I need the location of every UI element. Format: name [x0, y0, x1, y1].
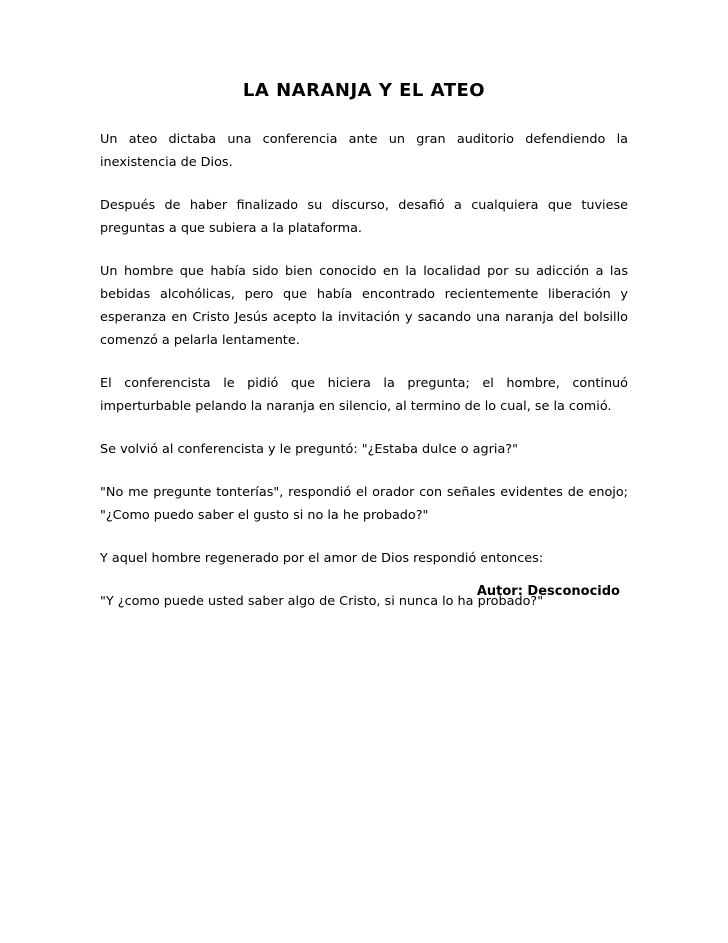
document-body: [100, 128, 628, 633]
document-title: LA NARANJA Y EL ATEO: [242, 80, 486, 101]
paragraph-2: Después de haber finalizado su discurso, desafió a cualquiera que tuviese preguntas a que subiera a la plataforma.: [100, 198, 628, 236]
paragraph-5: Se volvió al conferencista y le preguntó: "¿Estaba dulce o agria?": [100, 442, 518, 457]
paragraph-7: Y aquel hombre regenerado por el amor de Dios respondió entonces:: [100, 551, 544, 566]
paragraph-1: Un ateo dictaba una conferencia ante un gran auditorio defendiendo la inexistencia de Dios.: [100, 132, 628, 170]
author-credit: Autor: Desconocido: [476, 584, 620, 599]
paragraph-6: "No me pregunte tonterías", respondió el orador con señales evidentes de enojo; "¿Como puedo saber el gusto si no la he probado?": [100, 485, 628, 523]
paragraph-4: El conferencista le pidió que hiciera la pregunta; el hombre, continuó imperturbable pelando la naranja en silencio, al termino de lo cual, se la comió.: [100, 376, 628, 414]
paragraph-8: "Y ¿como puede usted saber algo de Cristo, si nunca lo ha probado?": [100, 594, 544, 609]
paragraph-3: Un hombre que había sido bien conocido en la localidad por su adicción a las bebidas alcohólicas, pero que había encontrado recientemente liberación y esperanza en Cristo Jesús acepto la invitación y sacando una naranja del bolsillo comenzó a pelarla lentamente.: [100, 264, 628, 348]
